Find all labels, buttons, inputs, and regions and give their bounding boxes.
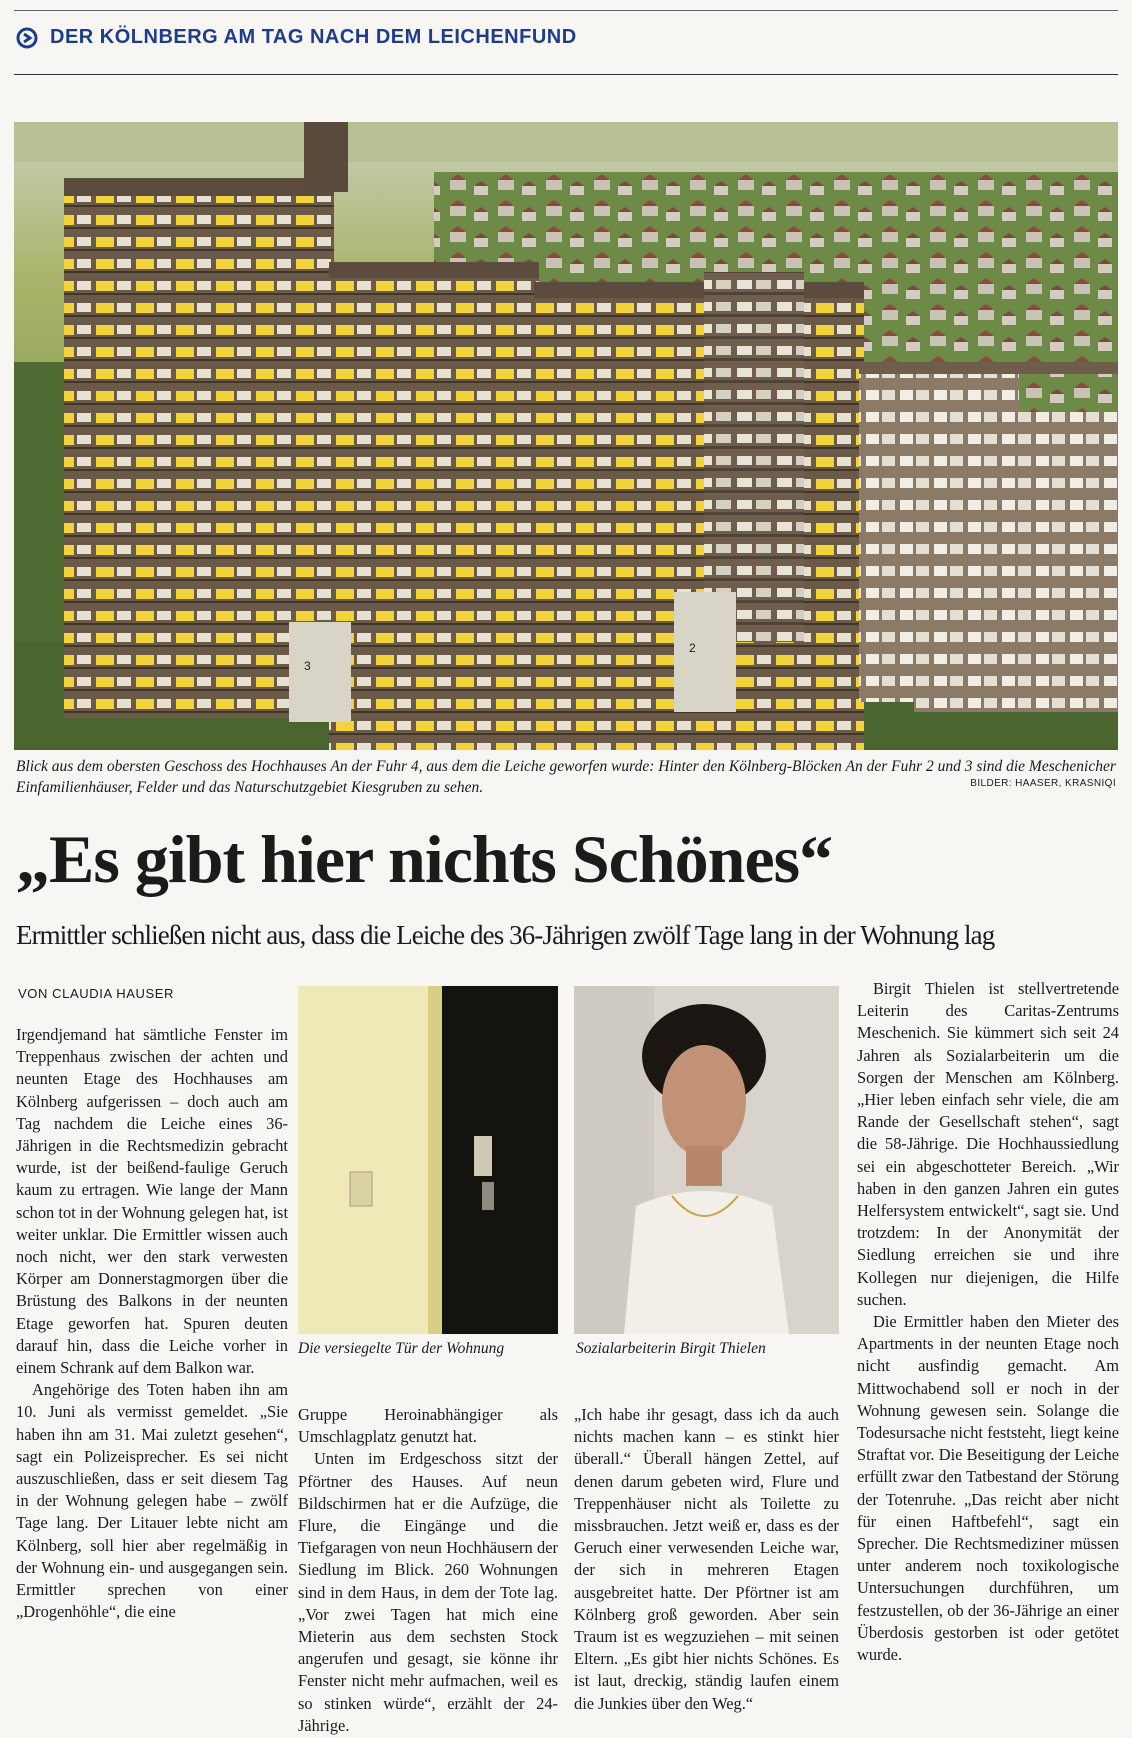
paragraph: Irgendjemand hat sämtliche Fenster im Treppenhaus zwischen der achten und neunten Etage des Hochhauses am Kölnberg aufgerissen – doch auch am Tag nachdem die Leiche eines 36-Jährigen in die Rechtsmedizin gebracht wurde, ist der beißend-faulige Geruch kaum zu ertragen. Wie lange der Mann schon tot in der Wohnung gelegen hat, ist weiter unklar. Die Ermittler wissen auch noch nicht, wer den stark verwesten Körper am Donnerstagmorgen über die Brüstung des Balkons in der neunten Etage geworfen hat. Spuren deuten darauf hin, dass die Leiche vorher in einem Schrank auf dem Balkon war.	[16, 1025, 288, 1378]
paragraph: Angehörige des Toten haben ihn am 10. Juni als vermisst gemeldet. „Sie haben ihn am 31. Mai zuletzt gesehen“, sagt ein Polizeisprecher. Es sei nicht auszuschließen, dass er seit diesem Tag in der Wohnung gelegen habe – zwölf Tage lang. Der Litauer lebte nicht am Kölnberg, soll hier aber regelmäßig in der Wohnung ein- und ausgegangen sein. Ermittler sprechen von einer „Drogenhöhle“, die eine	[16, 1380, 288, 1622]
main-photo-caption: Blick aus dem obersten Geschoss des Hochhauses An der Fuhr 4, aus dem die Leiche geworfen wurde: Hinter den Kölnberg-Blöcken An der Fuhr 2 und 3 sind die Meschenicher Einfamilienhäuser, Felder und das Naturschutzgebiet Kiesgruben zu sehen.	[16, 758, 1116, 796]
byline: VON CLAUDIA HAUSER	[18, 986, 175, 1001]
photo-credit: BILDER: HAASER, KRASNIQI	[970, 778, 1116, 789]
article-column-1	[16, 1024, 288, 1623]
subheadline: Ermittler schließen nicht aus, dass die Leiche des 36-Jährigen zwölf Tage lang in der Wohnung lag	[16, 920, 995, 950]
door-photo-caption: Die versiegelte Tür der Wohnung	[298, 1340, 505, 1357]
headline: „Es gibt hier nichts Schönes“	[16, 821, 833, 897]
paragraph: Die Ermittler haben den Mieter des Apartments in der neunten Etage noch nicht ausfindig gemacht. Am Mittwochabend soll er noch in der Wohnung gewesen sein. Solange die Todesursache nicht feststeht, liegt keine Straftat vor. Die Beseitigung der Leiche erfüllt zwar den Tatbestand der Störung der Totenruhe. „Das reicht aber nicht für einen Haftbefehl“, sagt ein Sprecher. Die Rechtsmediziner müssen unter anderem noch toxikologische Untersuchungen durchführen, um festzustellen, ob der 36-Jährige an einer Überdosis gestorben ist oder getötet wurde.	[857, 1312, 1119, 1665]
paragraph: Gruppe Heroinabhängiger als Umschlagplatz genutzt hat.	[298, 1405, 558, 1447]
woman-photo	[574, 986, 839, 1334]
paragraph: Birgit Thielen ist stellvertretende Leiterin des Caritas-Zentrums Meschenich. Sie kümmert sich seit 24 Jahren als Sozialarbeiterin um die Sorgen der Menschen am Kölnberg. „Hier leben einfach sehr viele, die am Rande der Gesellschaft stehen“, sagt die 58-Jährige. Die Hochhaussiedlung sei ein abgeschotteter Bereich. „Wir haben in den ganzen Jahren ein gutes Helfersystem entwickelt“, sagt sie. Und trotzdem: In der Anonymität der Siedlung erreichen sie und ihre Kollegen nur diejenigen, die Hilfe suchen.	[857, 979, 1119, 1309]
section-header	[16, 26, 577, 49]
paragraph: Unten im Erdgeschoss sitzt der Pförtner des Hauses. Auf neun Bildschirmen hat er die Aufzüge, die Flure, die Eingänge und die Tiefgaragen von neun Hochhäusern der Siedlung im Blick. 260 Wohnungen sind in dem Haus, in dem der Tote lag. „Vor zwei Tagen hat mich eine Mieterin aus dem sechsten Stock angerufen und gesagt, sie könne ihr Fenster nicht mehr aufmachen, weil es so stinken würde“, erzählt der 24-Jährige.	[298, 1449, 558, 1735]
building-label-2: 2	[689, 641, 696, 655]
section-rule	[14, 74, 1118, 75]
paragraph: „Ich habe ihr gesagt, dass ich da auch nichts machen kann – es stinkt hier überall.“ Überall hängen Zettel, auf denen darum gebeten wird, Flure und Treppenhäuser nicht als Toilette zu missbrauchen. Jetzt weiß er, dass es der Geruch einer verwesenden Leiche war, der sich in mehreren Etagen ausgebreitet hatte. Der Pförtner ist am Kölnberg groß geworden. Aber sein Traum ist es wegzuziehen – mit seinen Eltern. „Es gibt hier nichts Schönes. Es ist laut, dreckig, ständig laufen einem die Junkies über den Weg.“	[574, 1405, 839, 1713]
arrow-circle-icon	[16, 27, 38, 49]
building-label-3: 3	[304, 659, 311, 673]
article-column-3	[574, 1404, 839, 1715]
main-photo	[14, 122, 1118, 750]
article-column-2	[298, 1404, 558, 1737]
woman-photo-caption: Sozialarbeiterin Birgit Thielen	[576, 1340, 766, 1357]
article-column-4	[857, 978, 1119, 1666]
top-rule	[14, 10, 1118, 11]
door-photo	[298, 986, 558, 1334]
section-label: DER KÖLNBERG AM TAG NACH DEM LEICHENFUND	[50, 26, 577, 48]
